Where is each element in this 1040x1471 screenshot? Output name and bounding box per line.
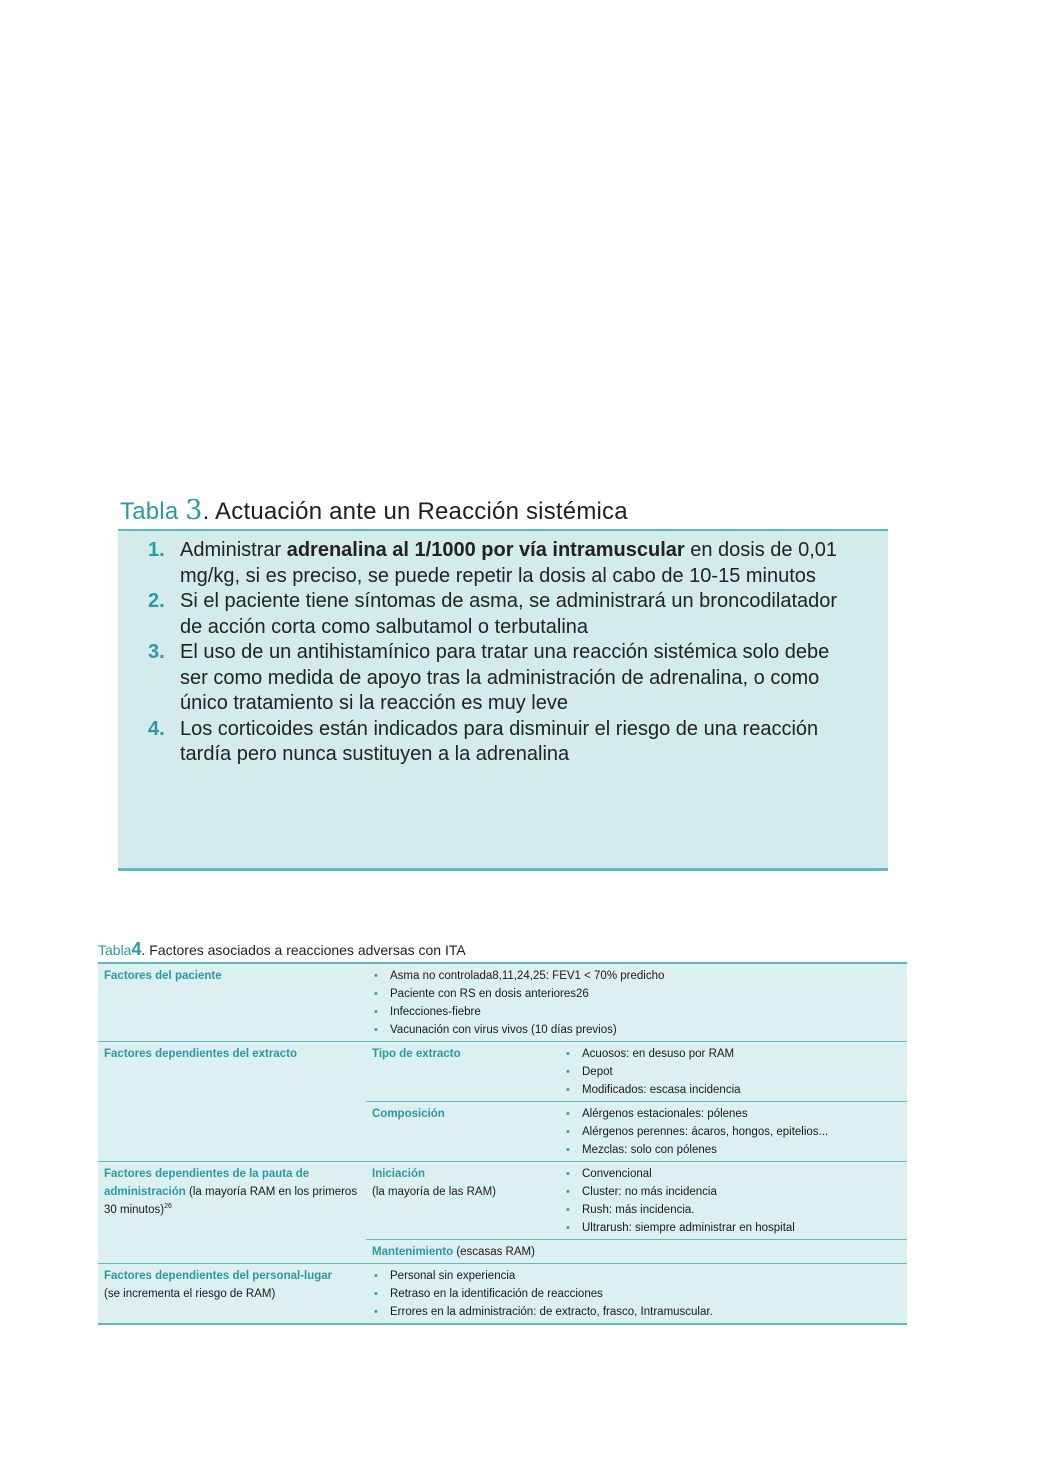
sub-label-note: (la mayoría de las RAM) <box>372 1186 496 1198</box>
table-row <box>98 963 907 1042</box>
tabla3-box <box>118 529 888 871</box>
tabla3-item-4 <box>118 717 888 768</box>
tabla3-item-text: en dosis de 0,01 mg/kg, si es preciso, se puede repetir la dosis al cabo de 10-15 minutos <box>180 539 838 587</box>
list-item: • Retraso en la identificación de reacciones <box>372 1285 901 1303</box>
tabla3-item-text: Los corticoides están indicados para disminuir el riesgo de una reacción tardía pero nunca sustituyen a la adrenalina <box>180 717 819 765</box>
tabla3-title-num: 3 <box>185 495 203 526</box>
bullet-list <box>372 1267 901 1321</box>
tabla3-item-3 <box>118 640 888 717</box>
footnote-ref: 26 <box>164 1203 172 1211</box>
bullet-list <box>372 967 901 1039</box>
list-item: • Depot <box>564 1063 901 1081</box>
list-item: • Convencional <box>564 1165 901 1183</box>
sub-label: Tipo de extracto <box>372 1048 461 1060</box>
tabla4-table <box>98 962 907 1325</box>
bullet-list <box>564 1045 901 1099</box>
table-row <box>98 1264 907 1325</box>
tabla3-title <box>120 495 890 528</box>
list-item: • Personal sin experiencia <box>372 1267 901 1285</box>
row-label-note: (se incrementa el riesgo de RAM) <box>104 1288 276 1300</box>
list-item: • Asma no controlada8,11,24,25: FEV1 < 70% predicho <box>372 967 901 985</box>
row-label: Factores dependientes del personal-lugar <box>104 1270 333 1282</box>
row-label-note: (la mayoría RAM en los primeros 30 minutos) <box>104 1186 358 1216</box>
tabla3-item-num: 2. <box>148 590 165 612</box>
table-row <box>98 1162 907 1240</box>
bullet-list <box>564 1105 901 1159</box>
tabla3-item-bold: adrenalina al 1/1000 por vía intramuscular <box>286 539 685 561</box>
tabla3-item-num: 1. <box>148 539 165 561</box>
list-item: • Paciente con RS en dosis anteriores26 <box>372 985 901 1003</box>
tabla3-item-text: Si el paciente tiene síntomas de asma, se administrará un broncodilatador de acción corta como salbutamol o terbutalina <box>180 590 838 638</box>
list-item: • Alérgenos estacionales: pólenes <box>564 1105 901 1123</box>
tabla3-item-num: 4. <box>148 717 165 740</box>
tabla4-title-lead: Tabla <box>98 942 132 958</box>
tabla3-item-text: El uso de un antihistamínico para tratar una reacción sistémica solo debe ser como medida de apoyo tras la administración de adrenalina, o como único tratamiento si la reacción es muy leve <box>180 641 830 714</box>
sub-label: Composición <box>372 1108 445 1120</box>
list-item: • Cluster: no más incidencia <box>564 1183 901 1201</box>
tabla3-item-1 <box>118 538 888 589</box>
sub-label: Mantenimiento <box>372 1246 454 1258</box>
row-label: Factores dependientes de la pauta de administración <box>104 1168 310 1198</box>
list-item: • Infecciones-fiebre <box>372 1003 901 1021</box>
list-item: • Alérgenos perennes: ácaros, hongos, epitelios... <box>564 1123 901 1141</box>
list-item: • Mezclas: solo con pólenes <box>564 1141 901 1159</box>
tabla3-title-lead: Tabla <box>120 498 186 525</box>
tabla4-title <box>98 938 908 961</box>
tabla3-item-num: 3. <box>148 641 165 663</box>
tabla4-title-num: 4 <box>131 939 142 959</box>
sub-label-note: (escasas RAM) <box>453 1246 535 1258</box>
list-item: • Rush: más incidencia. <box>564 1201 901 1219</box>
list-item: • Acuosos: en desuso por RAM <box>564 1045 901 1063</box>
list-item: • Errores en la administración: de extracto, frasco, Intramuscular. <box>372 1303 901 1321</box>
table-row <box>98 1042 907 1102</box>
tabla3-item-text: Administrar <box>180 539 287 561</box>
row-label: Factores del paciente <box>104 970 222 982</box>
tabla3-title-text: . Actuación ante un Reacción sistémica <box>202 498 628 525</box>
sub-label: Iniciación <box>372 1168 426 1180</box>
tabla3-item-2 <box>118 589 888 640</box>
tabla4-title-text: . Factores asociados a reacciones adversas con ITA <box>141 942 466 958</box>
list-item: • Ultrarush: siempre administrar en hospital <box>564 1219 901 1237</box>
row-label: Factores dependientes del extracto <box>104 1048 298 1060</box>
list-item: • Vacunación con virus vivos (10 días previos) <box>372 1021 901 1039</box>
list-item: • Modificados: escasa incidencia <box>564 1081 901 1099</box>
bullet-list <box>564 1165 901 1237</box>
